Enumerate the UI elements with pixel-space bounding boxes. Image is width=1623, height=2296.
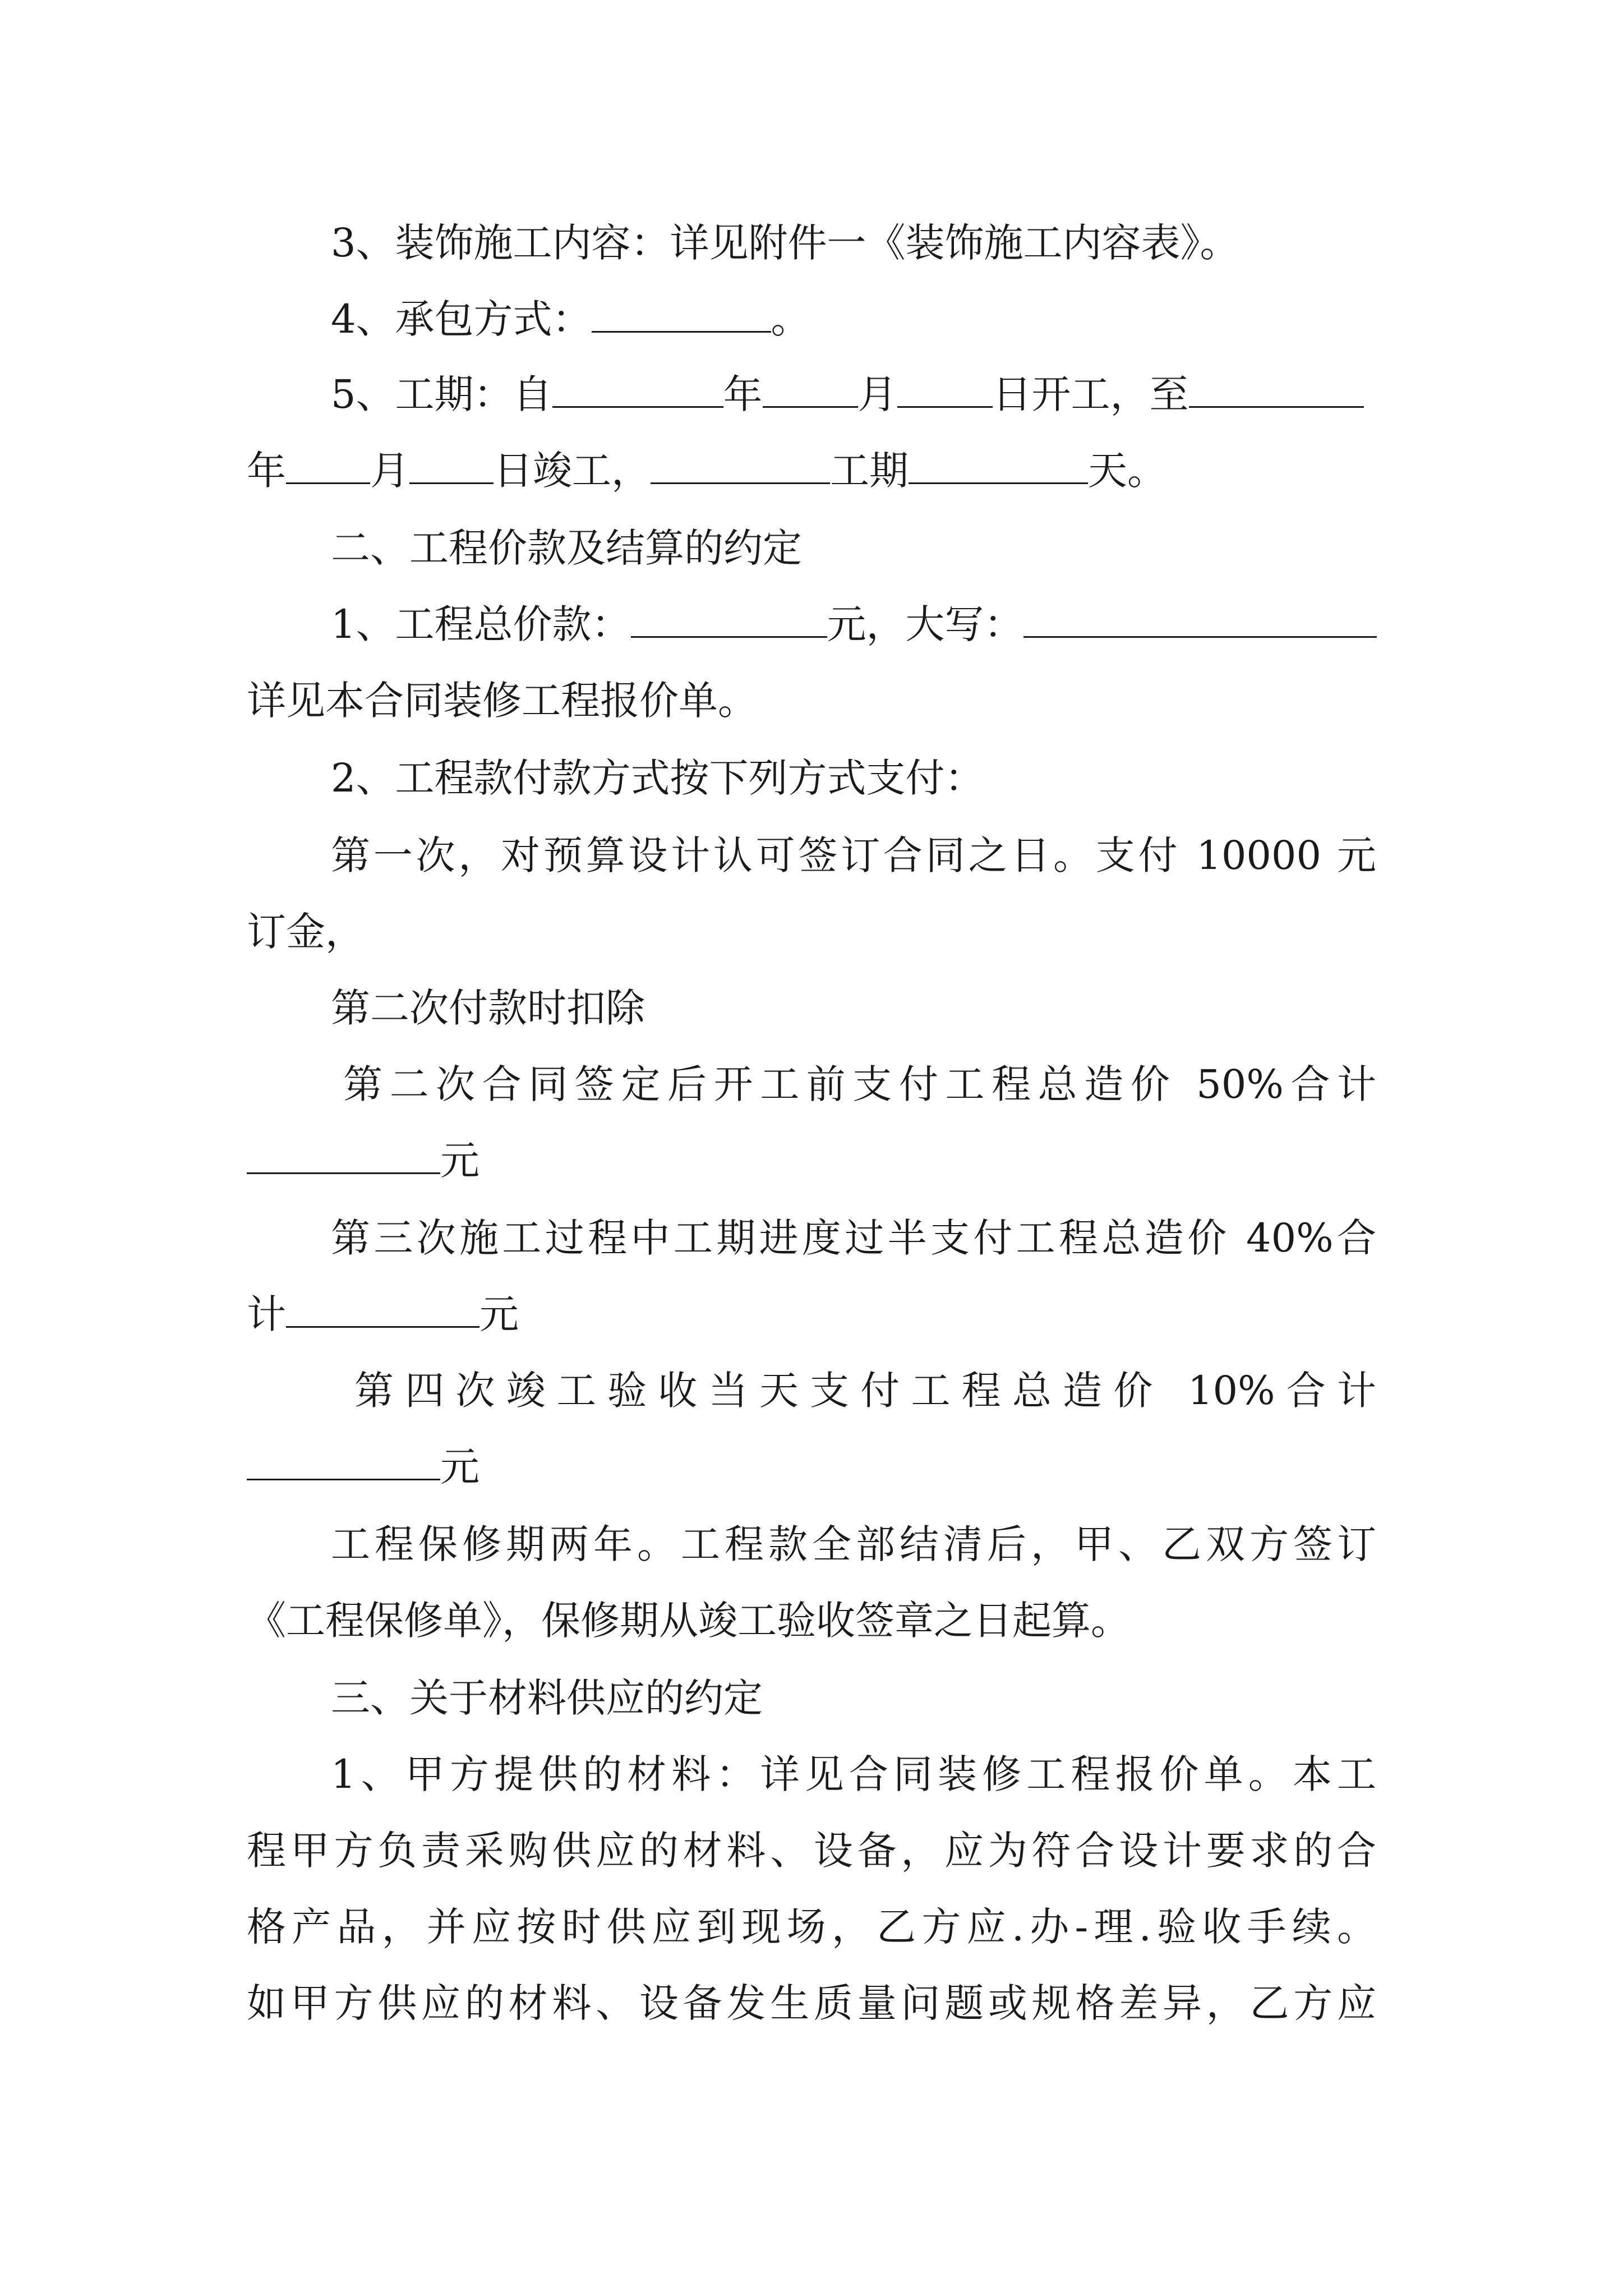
section-2-heading: 二、工程价款及结算的约定	[331, 525, 802, 571]
total-price-uppercase-blank	[1023, 593, 1377, 638]
total-price-blank	[631, 593, 827, 638]
payment-2-line-2	[247, 1128, 479, 1194]
payment-3-amount-blank	[286, 1283, 479, 1328]
clause-2-2-text: 2、工程款付款方式按下列方式支付：	[331, 755, 984, 801]
payment-2-line-1: 第二次合同签定后开工前支付工程总造价 50%合计	[343, 1061, 1376, 1107]
payment-3-unit: 元	[479, 1291, 519, 1337]
end-day-blank	[409, 440, 494, 484]
end-month-blank	[286, 440, 370, 484]
end-year-label: 年	[247, 448, 286, 494]
duration-days-blank	[909, 440, 1088, 484]
clause-4-line	[331, 286, 810, 352]
end-day-label: 日竣工，	[494, 448, 651, 494]
payment-2-unit: 元	[440, 1138, 479, 1184]
start-year-blank	[552, 364, 723, 408]
payment-1-line-1: 第一次，对预算设计认可签订合同之日。支付 10000 元	[331, 832, 1376, 878]
warranty-line-2: 《工程保修单》，保修期从竣工验收签章之日起算。	[247, 1598, 1130, 1644]
end-year-blank-part	[1189, 364, 1364, 408]
section-3-heading: 三、关于材料供应的约定	[331, 1675, 763, 1721]
payment-1-line-2: 订金，	[247, 909, 365, 955]
start-year-label: 年	[723, 371, 763, 417]
payment-3-line-2	[247, 1281, 519, 1347]
clause-2-1-line-1	[331, 591, 1377, 657]
payment-4-amount-blank	[247, 1436, 440, 1480]
clause-3-1-line-4: 如甲方供应的材料、设备发生质量问题或规格差异，乙方应	[247, 1980, 1376, 2026]
total-price-uppercase-label: 元，大写：	[827, 601, 1023, 647]
payment-4-unit: 元	[440, 1444, 479, 1490]
clause-5-line-1	[331, 361, 1364, 427]
end-month-label: 月	[370, 448, 409, 494]
contract-type-blank	[592, 288, 771, 333]
payment-4-line-2	[247, 1434, 479, 1500]
start-month-blank	[763, 364, 858, 408]
start-month-label: 月	[857, 371, 897, 417]
clause-3-1-line-1: 1、甲方提供的材料：详见合同装修工程报价单。本工	[331, 1751, 1376, 1797]
clause-5-label: 5、工期：自	[331, 371, 552, 417]
payment-3-line-1: 第三次施工过程中工期进度过半支付工程总造价 40%合	[331, 1215, 1376, 1261]
clause-4-label: 4、承包方式：	[331, 296, 592, 342]
total-price-label: 1、工程总价款：	[331, 601, 631, 647]
clause-2-1-line-2: 详见本合同装修工程报价单。	[247, 678, 757, 724]
warranty-line-1: 工程保修期两年。工程款全部结清后，甲、乙双方签订	[331, 1521, 1376, 1567]
payment-4-line-1: 第四次竣工验收当天支付工程总造价 10%合计	[354, 1368, 1376, 1414]
duration-note-blank	[651, 440, 830, 484]
clause-3-text: 3、装饰施工内容：详见附件一《装饰施工内容表》。	[331, 220, 1239, 266]
payment-1-note: 第二次付款时扣除	[331, 985, 645, 1031]
clause-3-1-line-3: 格产品，并应按时供应到现场，乙方应.办-理.验收手续。	[247, 1904, 1376, 1950]
payment-2-amount-blank	[247, 1130, 440, 1174]
start-day-blank	[897, 364, 993, 408]
start-day-label: 日开工，至	[992, 371, 1189, 417]
duration-unit: 天。	[1088, 448, 1166, 494]
duration-label: 工期	[830, 448, 909, 494]
payment-3-total-label: 计	[247, 1291, 286, 1337]
clause-5-line-2	[247, 438, 1166, 504]
clause-4-end: 。	[771, 296, 810, 342]
clause-3-1-line-2: 程甲方负责采购供应的材料、设备，应为符合设计要求的合	[247, 1828, 1376, 1874]
